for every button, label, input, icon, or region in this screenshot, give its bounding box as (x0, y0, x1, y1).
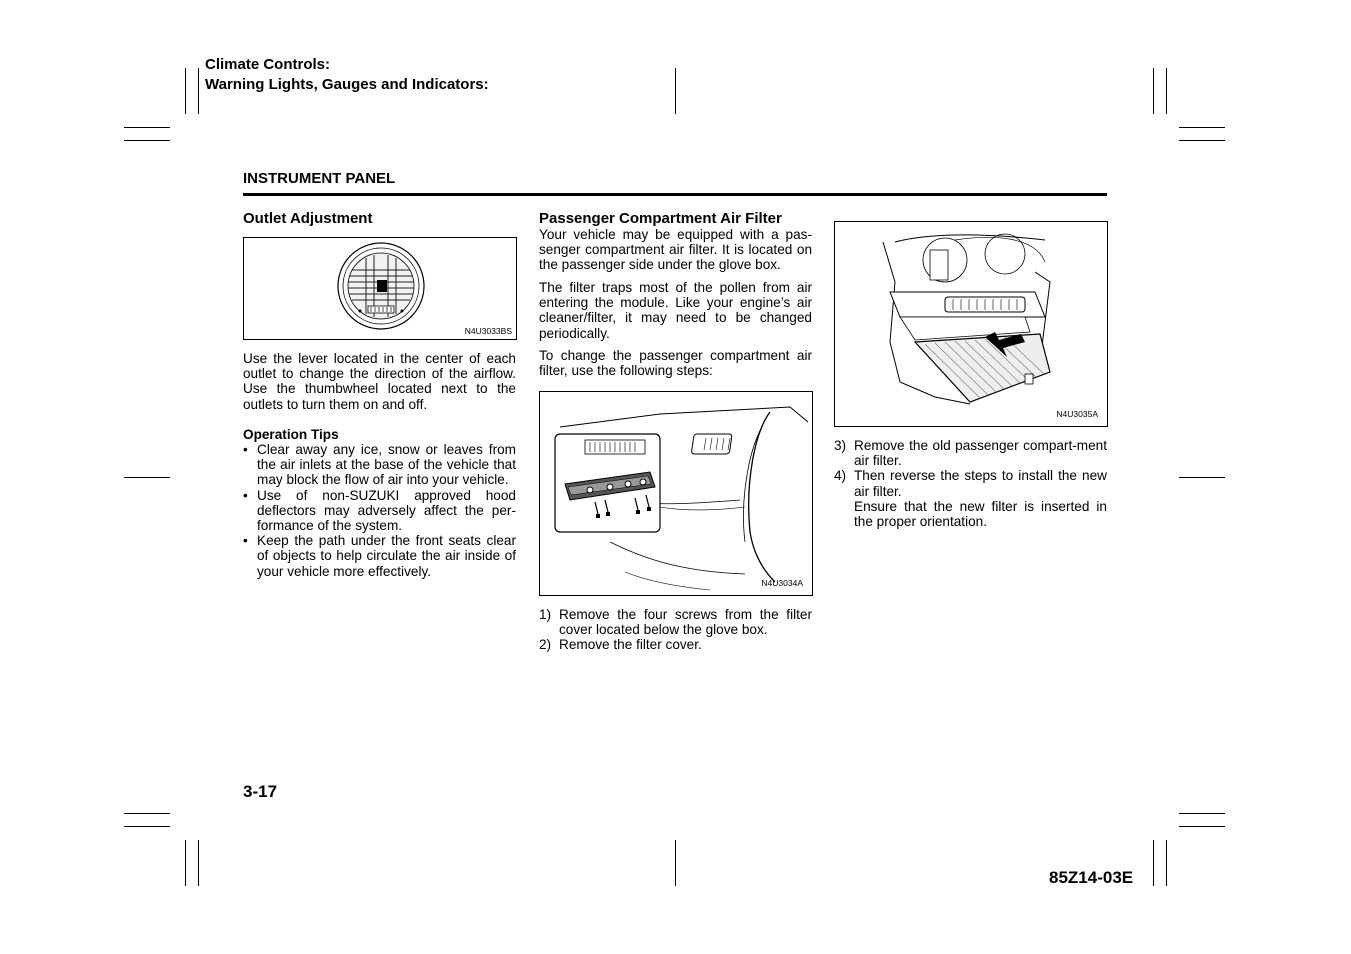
glovebox-filter-cover-illustration (540, 392, 812, 595)
bullet: • (243, 533, 248, 549)
list-item: 3) Remove the old passenger compart-ment air filter. (834, 438, 1107, 469)
header-line-1: Climate Controls: (205, 56, 331, 73)
section-title: INSTRUMENT PANEL (243, 170, 396, 187)
outlet-paragraph: Use the lever located in the center of each outlet to change the direction of the airflow. Use the thumbwheel located next to the outlets to turn them on and off. (243, 351, 516, 412)
bullet: • (243, 442, 248, 457)
list-item: • Keep the path under the front seats clear of objects to help circulate the air inside of your vehicle more effectively. (243, 533, 516, 579)
bullet: • (243, 487, 248, 503)
air-filter-paragraph-2: The filter traps most of the pollen from air entering the module. Like your engine’s air cleaner/filter, it may need to be changed periodically. (539, 280, 812, 341)
operation-tips-list (243, 442, 516, 579)
running-header (205, 55, 489, 95)
list-item: 2) Remove the filter cover. (539, 637, 702, 653)
steps-list-a (539, 607, 812, 653)
air-filter-heading: Passenger Compartment Air Filter (539, 210, 782, 227)
air-filter-paragraph-1: Your vehicle may be equipped with a pas-senger compartment air filter. It is located on the passenger side under the glove box. (539, 227, 812, 273)
step-4-note: Ensure that the new filter is inserted in the proper orientation. (854, 498, 1107, 530)
air-outlet-illustration (244, 238, 516, 339)
header-line-2: Warning Lights, Gauges and Indicators: (205, 76, 489, 93)
document-code: 85Z14-03E (1049, 868, 1134, 887)
list-item: 1) Remove the four screws from the filter cover located below the glove box. (539, 607, 812, 638)
outlet-adjustment-heading: Outlet Adjustment (243, 210, 373, 227)
figure-code: N4U3033BS (464, 326, 512, 336)
operation-tips-heading: Operation Tips (243, 427, 339, 442)
list-item: 4) Then reverse the steps to install the new air filter. Ensure that the new filter is inserted in the proper orientation. (834, 468, 1107, 530)
page-number: 3-17 (243, 782, 278, 801)
figure-code: N4U3034A (761, 578, 803, 588)
air-filter-paragraph-3: To change the passenger compartment air filter, use the following steps: (539, 348, 812, 379)
filter-removal-figure (834, 221, 1108, 427)
list-item: • Clear away any ice, snow or leaves from the air inlets at the base of the vehicle that may block the flow of air into your vehicle. (243, 442, 516, 488)
figure-code: N4U3035A (1056, 409, 1098, 419)
steps-list-b (834, 438, 1107, 529)
list-item: • Use of non-SUZUKI approved hood deflectors may adversely affect the per-formance of the system. (243, 487, 516, 534)
outlet-figure (243, 237, 517, 340)
filter-removal-illustration (835, 222, 1107, 426)
section-rule (243, 193, 1107, 196)
glovebox-figure (539, 391, 813, 596)
